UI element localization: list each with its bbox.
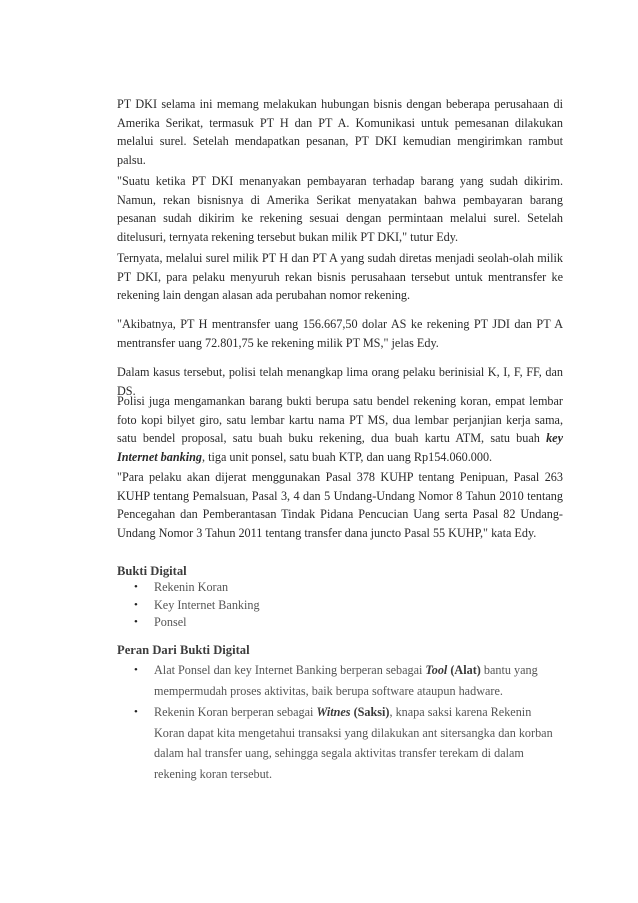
- paragraph-6-emphasis: key Internet banking: [117, 431, 563, 464]
- paragraph-1: PT DKI selama ini memang melakukan hubungan bisnis dengan beberapa perusahaan di Amerika Serikat, termasuk PT H dan PT A. Komunikasi untuk pemesanan dilakukan melalui surel. Setelah mendapatkan pesanan, PT DKI kemudian mengirimkan rambut palsu.: [117, 97, 563, 167]
- peran-list: [117, 660, 563, 786]
- peran-item-2-emphasis: Witnes: [316, 705, 351, 720]
- peran-heading: Peran Dari Bukti Digital: [117, 643, 250, 657]
- list-item: [117, 579, 260, 597]
- peran-item-1-before: Alat Ponsel dan key Internet Banking berperan sebagai: [154, 663, 426, 677]
- bullet-icon: •: [134, 598, 138, 611]
- paragraph-5: Dalam kasus tersebut, polisi telah menangkap lima orang pelaku berinisial K, I, F, FF, dan DS.: [117, 365, 563, 398]
- paragraph-6: [117, 392, 563, 466]
- bullet-icon: •: [134, 664, 138, 676]
- list-item: [117, 597, 260, 615]
- paragraph-3: Ternyata, melalui surel milik PT H dan PT A yang sudah diretas menjadi seolah-olah milik PT DKI, para pelaku menyuruh rekan bisnis perusahaan tersebut untuk mentransfer ke rekening lain dengan alasan ada perubahan nomor rekening.: [117, 251, 563, 303]
- bullet-icon: •: [134, 616, 138, 628]
- paragraph-6-text-after: , tiga unit ponsel, satu buah KTP, dan uang Rp154.060.000.: [202, 449, 493, 464]
- list-item: [117, 702, 563, 784]
- peran-item-2-after: , knapa saksi karena Rekenin Koran dapat kita mengetahui transaksi yang dilakukan ant sitersangka dan korban dalam hal transfer uang, sehingga segala aktivitas transfer terekam di dalam rekening koran tersebut.: [154, 705, 553, 781]
- list-item: [117, 660, 563, 701]
- peran-item-1-paren: (Alat): [450, 663, 481, 677]
- paragraph-7: "Para pelaku akan dijerat menggunakan Pasal 378 KUHP tentang Penipuan, Pasal 263 KUHP tentang Pemalsuan, Pasal 3, 4 dan 5 Undang-Undang Nomor 8 Tahun 2010 tentang Pencegahan dan Pemberantasan Tindak Pidana Pencucian Uang serta Pasal 82 Undang-Undang Nomor 3 Tahun 2011 tentang transfer dana juncto Pasal 55 KUHP," kata Edy.: [117, 470, 563, 540]
- peran-item-2-before: Rekenin Koran berperan sebagai: [154, 705, 317, 720]
- bukti-digital-list: [117, 579, 260, 632]
- paragraph-4: "Akibatnya, PT H mentransfer uang 156.667,50 dolar AS ke rekening PT JDI dan PT A mentransfer uang 72.801,75 ke rekening milik PT MS," jelas Edy.: [117, 317, 563, 350]
- paragraph-2: "Suatu ketika PT DKI menanyakan pembayaran terhadap barang yang sudah dikirim. Namun, rekan bisnisnya di Amerika Serikat menyatakan bahwa pembayaran barang pesanan sudah dikirim ke rekening sesuai dengan permintaan melalui surel. Setelah ditelusuri, ternyata rekening tersebut bukan milik PT DKI," tutur Edy.: [117, 174, 563, 244]
- peran-item-1-after: bantu yang mempermudah proses aktivitas, baik berupa software ataupun hadware.: [154, 663, 538, 698]
- list-item-label: Ponsel: [154, 615, 187, 629]
- list-item-label: Key Internet Banking: [154, 597, 260, 612]
- list-item-label: Rekenin Koran: [154, 580, 229, 594]
- paragraph-6-text-before: Polisi juga mengamankan barang bukti berupa satu bendel rekening koran, empat lembar foto kopi bilyet giro, satu lembar kartu nama PT MS, dua lembar perjanjian kerja sama, satu bendel proposal, satu buah buku rekening, dua buah kartu ATM, satu buah: [117, 394, 563, 446]
- bullet-icon: •: [134, 581, 138, 593]
- peran-item-2-paren: (Saksi): [353, 705, 390, 720]
- peran-item-1-emphasis: Tool: [425, 663, 448, 677]
- list-item: [117, 614, 260, 632]
- bukti-digital-heading: Bukti Digital: [117, 564, 187, 578]
- bullet-icon: •: [134, 706, 138, 719]
